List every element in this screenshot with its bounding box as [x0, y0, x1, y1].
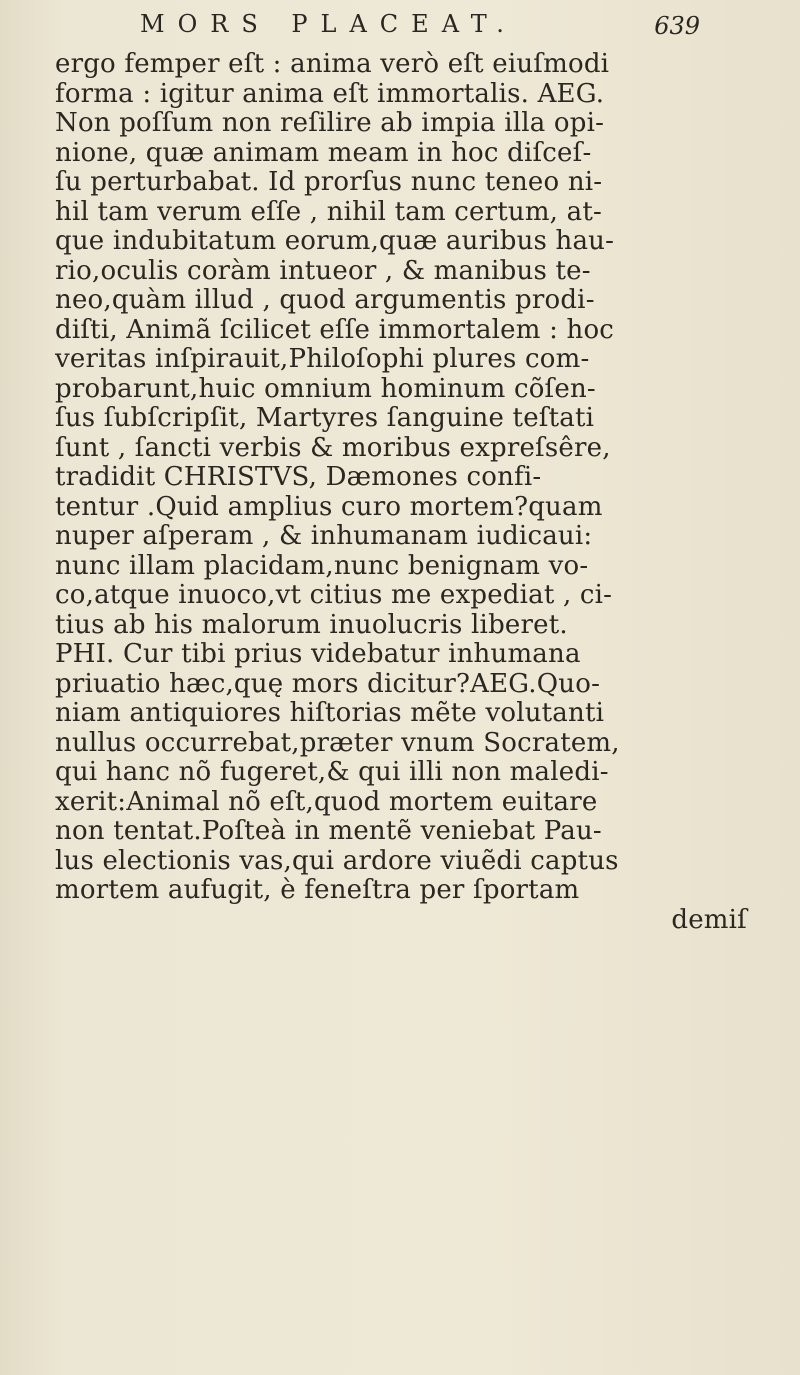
text-line: xerit:Animal nõ eſt,quod mortem euitare — [55, 787, 598, 817]
text-line: non tentat.Poſteà in mentẽ veniebat Pau- — [55, 817, 602, 846]
text-line: lus electionis vas,qui ardore viuẽdi captus — [55, 846, 619, 876]
text-line: neo,quàm illud , quod argumentis prodi- — [55, 286, 595, 315]
catchword: demiſ — [671, 905, 747, 935]
text-line: ſus ſubſcripſit, Martyres ſanguine teſtati — [55, 404, 595, 433]
text-line: priuatio hæc,quę mors dicitur?AEG.Quo- — [55, 669, 601, 699]
text-line: forma : igitur anima eſt immortalis. AEG. — [55, 79, 605, 109]
text-line: nuper aſperam , & inhumanam iudicaui: — [55, 522, 593, 551]
text-line: diſti, Animã ſcilicet eſſe immortalem : hoc — [55, 315, 615, 345]
text-line: ſu perturbabat. Id prorſus nunc teneo ni- — [55, 168, 603, 197]
text-line: qui hanc nõ fugeret,& qui illi non maledi- — [55, 758, 609, 787]
text-line: tius ab his malorum inuolucris liberet. — [55, 610, 568, 640]
text-line: niam antiquiores hiſtorias mẽte volutanti — [55, 699, 605, 728]
text-line: PHI. Cur tibi prius videbatur inhumana — [55, 640, 581, 669]
body-text — [55, 50, 755, 935]
text-line: mortem aufugit, è feneſtra per ſportam — [55, 876, 580, 905]
text-line: tentur .Quid amplius curo mortem?quam — [55, 492, 603, 522]
text-line: co,atque inuoco,vt citius me expediat , ci- — [55, 581, 613, 610]
running-head — [0, 10, 800, 50]
text-line: ſunt , ſancti verbis & moribus expreſsêre, — [55, 433, 611, 463]
running-title: MORS PLACEAT. — [140, 10, 517, 38]
page-number: 639 — [654, 12, 700, 40]
text-line: rio,oculis coràm intueor , & manibus te- — [55, 256, 591, 286]
text-line: nione, quæ animam meam in hoc diſceſ- — [55, 138, 592, 168]
text-line: veritas inſpirauit,Philoſophi plures com- — [55, 345, 590, 374]
text-line: probarunt,huic omnium hominum cõſen- — [55, 374, 596, 404]
text-line: nullus occurrebat,præter vnum Socratem, — [55, 728, 620, 758]
text-line: Non poſſum non reſilire ab impia illa opi- — [55, 109, 605, 138]
text-line: nunc illam placidam,nunc benignam vo- — [55, 551, 589, 581]
text-line: tradidit CHRISTVS, Dæmones confi- — [55, 463, 542, 492]
text-line: que indubitatum eorum,quæ auribus hau- — [55, 227, 615, 256]
text-line: ergo femper eſt : anima verò eſt eiuſmodi — [55, 50, 610, 79]
text-line: hil tam verum eſſe , nihil tam certum, at- — [55, 197, 602, 227]
